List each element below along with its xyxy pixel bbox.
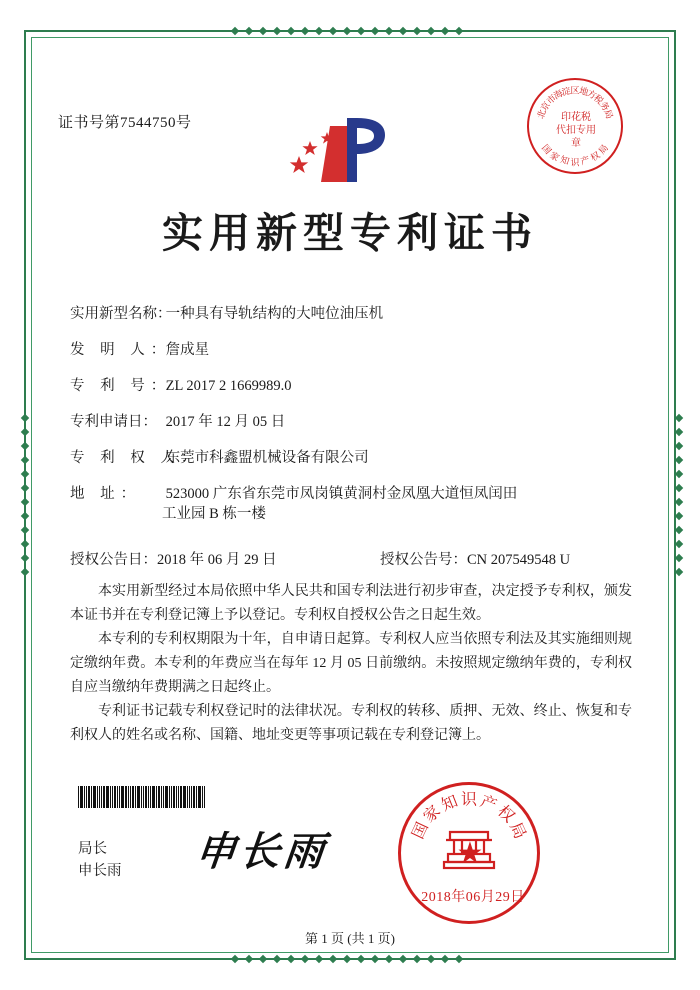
seal-date: 2018年06月29日 (421, 890, 525, 905)
director-label (78, 838, 122, 882)
field-row-address (70, 476, 630, 512)
tax-stamp-seal: 北 京 市 海 淀 区 地 方 税 务 局 国 家 知 识 产 权 局 印花税 代扣专用章 (527, 78, 625, 176)
field-row-inventor (70, 332, 630, 368)
field-value: 523000 广东省东莞市凤岗镇黄洞村金凤凰大道恒凤闰田 (165, 486, 518, 502)
left-border-ornament (20, 415, 30, 575)
address-line-2: 工业园 B 栋一楼 (162, 506, 266, 522)
field-label: 实用新型名称： (70, 306, 172, 322)
field-label: 地 址： (70, 486, 142, 502)
field-value: 一种具有导轨结构的大吨位油压机 (165, 306, 384, 322)
grant-announcement-row (70, 548, 630, 569)
field-row-patentee (70, 440, 630, 476)
grant-date-label: 授权公告日： (70, 552, 157, 568)
field-row-utility-model-name (70, 296, 630, 332)
tax-stamp-inner-text (552, 111, 600, 150)
tax-stamp-inner-line1: 印花税 (561, 112, 591, 123)
grant-no-group (380, 548, 570, 569)
body-text (70, 580, 632, 748)
cnipa-logo (283, 110, 393, 190)
field-list (70, 296, 630, 512)
field-label: 专 利 权 人： (70, 450, 202, 466)
tax-stamp-inner-line2: 代扣专用章 (556, 125, 596, 149)
director-signature: 申长雨 (193, 829, 331, 874)
field-value: 詹成星 (165, 342, 210, 358)
field-row-application-date (70, 404, 630, 440)
corner-ornament-top-left (24, 30, 70, 76)
right-border-ornament (674, 415, 684, 575)
field-value: 东莞市科鑫盟机械设备有限公司 (165, 450, 369, 466)
field-label: 专利申请日： (70, 414, 157, 430)
page-indicator: 第 1 页 (共 1 页) (305, 931, 395, 946)
seal-star-icon: ★ (456, 837, 484, 870)
director-name: 申长雨 (78, 863, 122, 879)
barcode (78, 786, 208, 808)
field-value: ZL 2017 2 1669989.0 (165, 378, 292, 394)
grant-no-value: CN 207549548 U (467, 552, 571, 568)
paragraph-3: 专利证书记载专利权登记时的法律状况。专利权的转移、质押、无效、终止、恢复和专利权人的姓名或名称、国籍、地址变更等事项记载在专利登记簿上。 (70, 704, 632, 743)
paragraph-2: 本专利的专利权期限为十年，自申请日起算。专利权人应当依照专利法及其实施细则规定缴纳年费。本专利的年费应当在每年 12 月 05 日前缴纳。未按照规定缴纳年费的，专利权自应当缴纳年费期满之日起终止。 (70, 632, 632, 695)
grant-no-label: 授权公告号： (380, 552, 467, 568)
cnipa-official-seal: 国 家 知 识 产 权 局 ★ (398, 782, 542, 926)
field-label: 专 利 号： (70, 378, 172, 394)
paragraph-1: 本实用新型经过本局依照中华人民共和国专利法进行初步审查，决定授予专利权，颁发本证书并在专利登记簿上予以登记。专利权自授权公告之日起生效。 (70, 584, 632, 623)
field-value: 2017 年 12 月 05 日 (165, 414, 286, 430)
top-border-ornament (232, 26, 468, 36)
certificate-number: 证书号第7544750号 (58, 115, 192, 131)
director-title: 局长 (78, 841, 107, 857)
field-label: 发 明 人： (70, 342, 172, 358)
corner-ornament-top-right (630, 30, 676, 76)
grant-date-value: 2018 年 06 月 29 日 (157, 552, 277, 568)
field-row-patent-number (70, 368, 630, 404)
page-title: 实用新型专利证书 (162, 210, 538, 256)
bottom-border-ornament (232, 954, 468, 964)
